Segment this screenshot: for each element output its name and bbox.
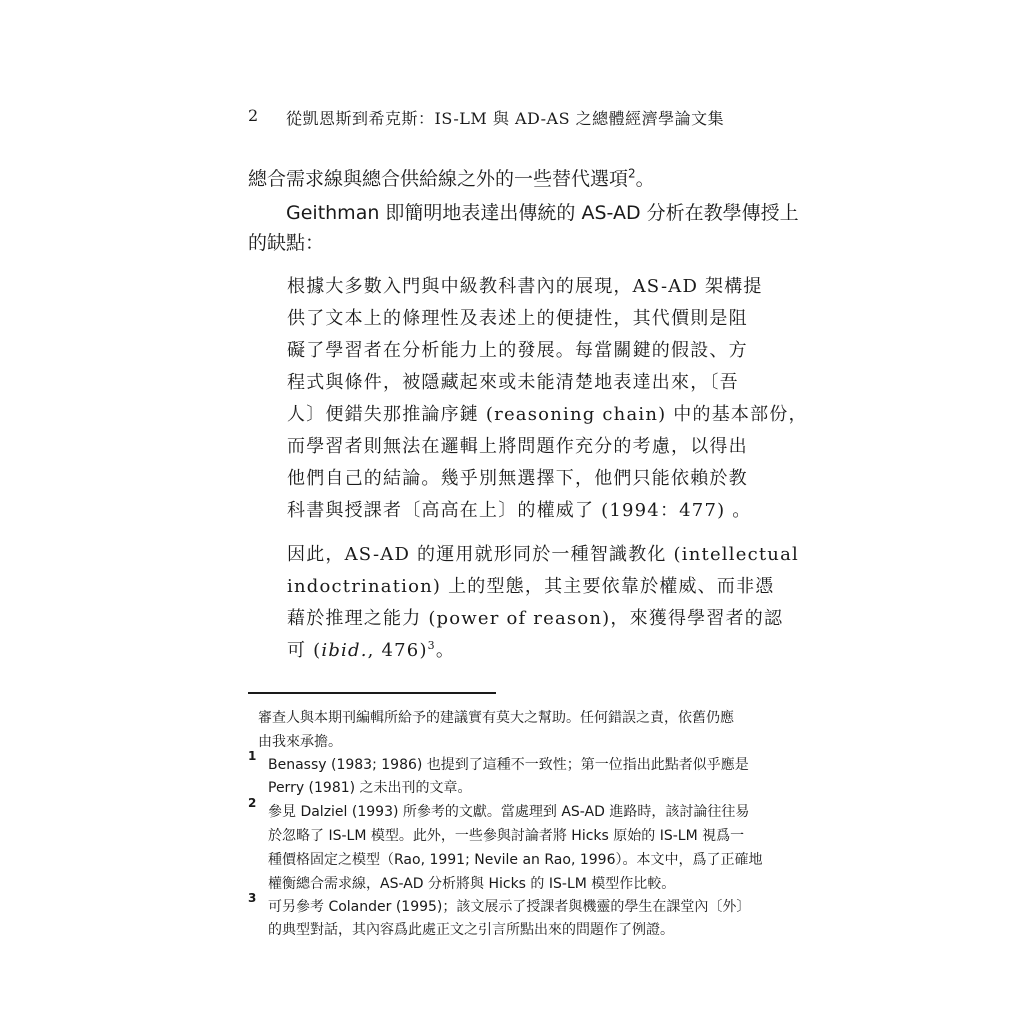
body-line: Geithman 即簡明地表達出傳統的 AS-AD 分析在教學傳授上 <box>286 202 799 224</box>
quote-line: 程式與條件，被隱藏起來或未能清楚地表達出來，〔吾 <box>287 372 739 393</box>
footnote-separator <box>248 692 496 694</box>
footnote-mark-3: 3 <box>248 891 257 905</box>
quote-line: 礙了學習者在分析能力上的發展。每當關鍵的假設、方 <box>287 340 748 361</box>
footnote-ref[interactable]: 2 <box>628 166 636 181</box>
quote-line: indoctrination) 上的型態，其主要依靠於權威、而非憑 <box>287 576 775 597</box>
running-header <box>248 106 788 130</box>
quote-text-span: 。 <box>435 640 456 661</box>
footnote-line: 可另參考 Colander (1995)；該文展示了授課者與機靈的學生在課堂內〔外〕 <box>268 899 751 915</box>
footnote-mark-2: 2 <box>248 796 257 810</box>
footnote-mark-1: 1 <box>248 749 257 763</box>
quote-line: 他們自己的結論。幾乎別無選擇下，他們只能依賴於教 <box>287 468 748 489</box>
quote-line: 藉於推理之能力 (power of reason)，來獲得學習者的認 <box>287 608 784 629</box>
body-text-span: 。 <box>635 168 655 190</box>
quote-line: 供了文本上的條理性及表述上的便捷性，其代價則是阻 <box>287 308 748 329</box>
footnote-line: 於忽略了 IS-LM 模型。此外，一些參與討論者將 Hicks 原始的 IS-LM 視爲一 <box>268 828 745 844</box>
book-title: 從凱恩斯到希克斯：IS-LM 與 AD-AS 之總體經濟學論文集 <box>286 109 725 128</box>
footnote-line: 參見 Dalziel (1993) 所參考的文獻。當處理到 AS-AD 進路時，該討論往往易 <box>268 804 750 820</box>
quote-line <box>287 638 455 664</box>
quote-line: 因此，AS-AD 的運用就形同於一種智識教化 (intellectual <box>287 544 799 565</box>
ibid-italic: ibid. <box>321 640 368 661</box>
body-line <box>248 166 655 192</box>
quote-text-span: , 476) <box>367 640 428 661</box>
footnote-line: Perry (1981) 之未出刊的文章。 <box>268 780 472 796</box>
quote-text-span: 可 ( <box>287 640 322 661</box>
footnote-ref[interactable]: 3 <box>427 639 436 652</box>
footnote-line: 由我來承擔。 <box>258 734 342 750</box>
quote-line: 而學習者則無法在邏輯上將問題作充分的考慮，以得出 <box>287 436 748 457</box>
quote-line: 科書與授課者〔高高在上〕的權威了 (1994：477) 。 <box>287 500 752 521</box>
footnote-line: 的典型對話，其內容爲此處正文之引言所點出來的問題作了例證。 <box>268 922 674 938</box>
body-text-span: 總合需求線與總合供給線之外的一些替代選項 <box>248 168 629 190</box>
footnote-line: 權衡總合需求線，AS-AD 分析將與 Hicks 的 IS-LM 模型作比較。 <box>268 876 676 892</box>
footnote-line: Benassy (1983; 1986) 也提到了這種不一致性；第一位指出此點者似乎應是 <box>268 757 749 773</box>
quote-line: 根據大多數入門與中級教科書內的展現，AS-AD 架構提 <box>287 276 763 297</box>
quote-line: 人〕便錯失那推論序鏈 (reasoning chain) 中的基本部份， <box>287 404 808 425</box>
page-number: 2 <box>248 106 259 125</box>
footnote-line: 審查人與本期刊編輯所給予的建議實有莫大之幫助。任何錯誤之責，依舊仍應 <box>258 710 734 726</box>
body-line: 的缺點： <box>248 232 325 254</box>
footnote-line: 種價格固定之模型（Rao, 1991; Nevile an Rao, 1996）。本文中，爲了正確地 <box>268 852 763 868</box>
